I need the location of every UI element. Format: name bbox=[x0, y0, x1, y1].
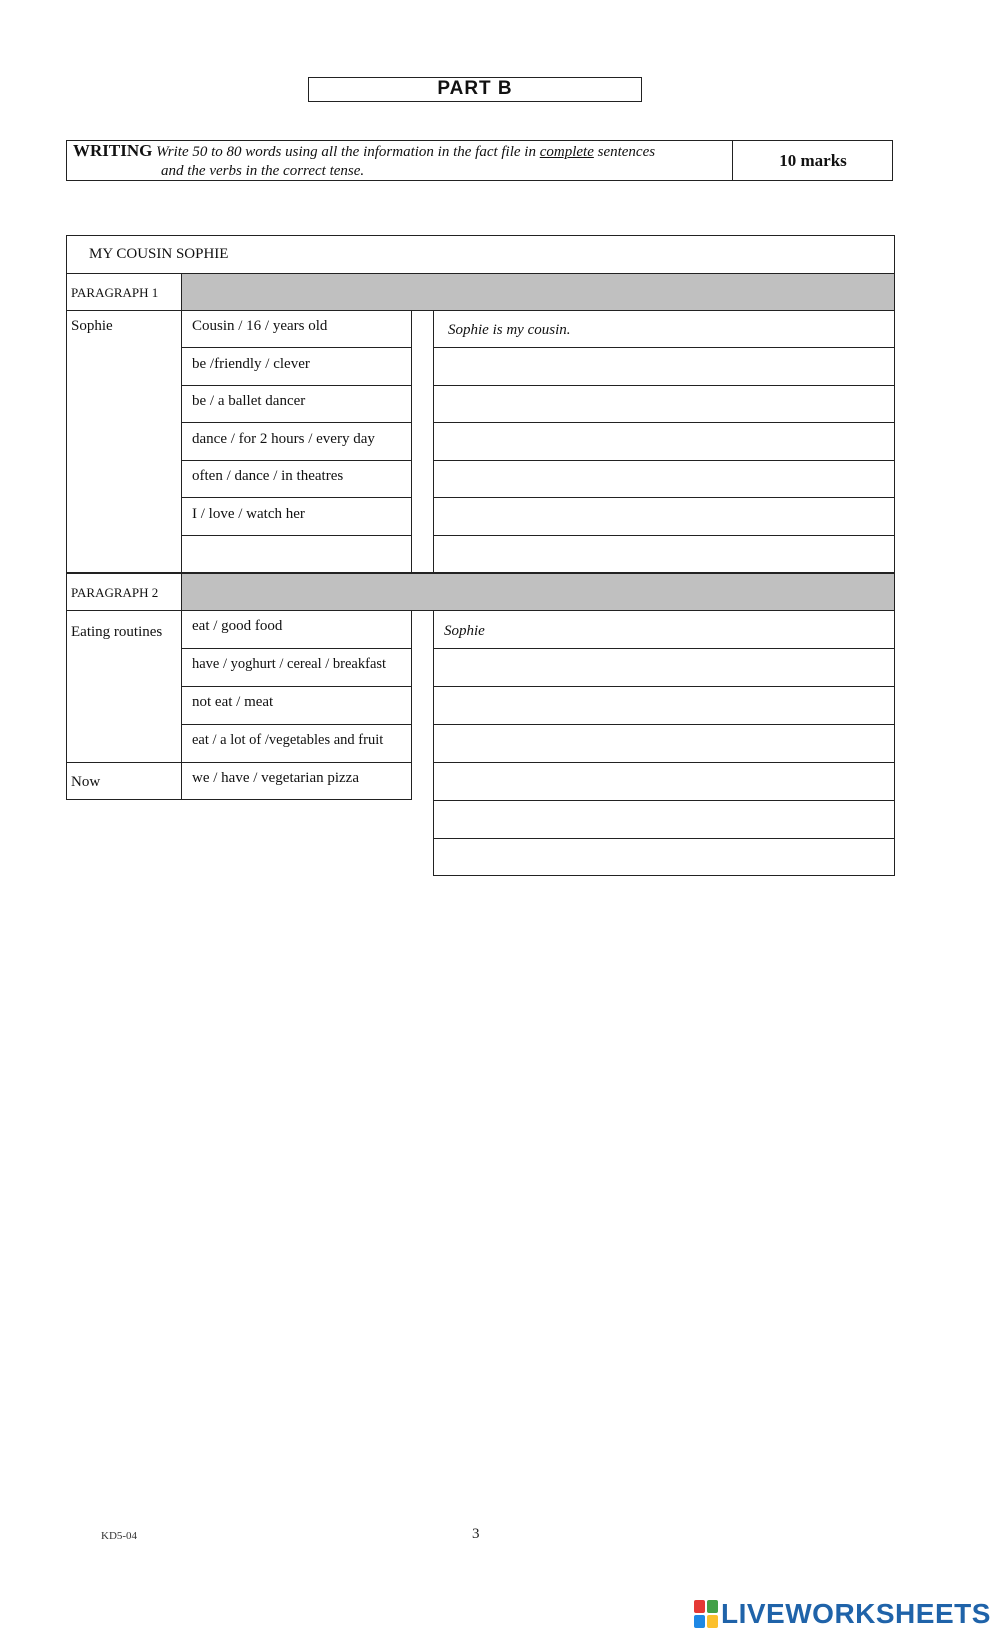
row-divider bbox=[181, 648, 412, 649]
row-divider bbox=[181, 385, 412, 386]
part-title: PART B bbox=[308, 77, 642, 102]
answer-column-1 bbox=[433, 310, 895, 573]
spacer-column bbox=[411, 310, 434, 573]
topic-sophie: Sophie bbox=[71, 318, 113, 334]
row-divider bbox=[181, 762, 412, 763]
row-divider bbox=[433, 648, 895, 649]
row-divider bbox=[181, 460, 412, 461]
prompt-item: eat / good food bbox=[192, 618, 283, 634]
row-divider bbox=[433, 422, 895, 423]
row-divider bbox=[433, 535, 895, 536]
prompt-item: be / a ballet dancer bbox=[192, 393, 306, 409]
row-divider bbox=[181, 535, 412, 536]
answer-column-2 bbox=[433, 610, 895, 876]
prompt-item: I / love / watch her bbox=[192, 506, 305, 522]
row-divider bbox=[433, 347, 895, 348]
instruction-part-1: Write 50 to 80 words using all the information in the fact file in bbox=[156, 144, 540, 160]
row-divider bbox=[433, 762, 895, 763]
row-divider bbox=[181, 422, 412, 423]
prompt-item: not eat / meat bbox=[192, 694, 274, 710]
row-divider bbox=[433, 724, 895, 725]
fact-file-title-cell bbox=[66, 235, 895, 274]
topic-eating-routines: Eating routines bbox=[71, 624, 163, 640]
row-divider bbox=[181, 497, 412, 498]
topic-cell-eating bbox=[66, 610, 182, 763]
answer-example-1: Sophie is my cousin. bbox=[448, 322, 571, 338]
page-number: 3 bbox=[472, 1526, 480, 1542]
logo-text: LIVEWORKSHEETS bbox=[721, 1598, 991, 1629]
topic-cell-now bbox=[66, 762, 182, 800]
instruction-line-2: and the verbs in the correct tense. bbox=[161, 163, 365, 179]
prompt-item: often / dance / in theatres bbox=[192, 468, 344, 484]
paragraph-2-label: PARAGRAPH 2 bbox=[71, 585, 159, 600]
row-divider bbox=[433, 497, 895, 498]
prompt-item: be /friendly / clever bbox=[192, 356, 310, 372]
prompt-item: have / yoghurt / cereal / breakfast bbox=[192, 656, 387, 672]
row-divider bbox=[181, 724, 412, 725]
topic-cell-sophie bbox=[66, 310, 182, 573]
row-divider bbox=[433, 385, 895, 386]
instruction-text bbox=[73, 141, 728, 180]
instruction-part-2: sentences bbox=[593, 144, 656, 160]
paragraph-2-label-cell bbox=[66, 573, 182, 611]
answer-example-2: Sophie bbox=[444, 623, 485, 639]
row-divider bbox=[181, 347, 412, 348]
paragraph-1-band bbox=[181, 273, 895, 311]
logo-icon bbox=[694, 1600, 718, 1628]
topic-now: Now bbox=[71, 774, 101, 790]
paragraph-1-label-cell bbox=[66, 273, 182, 311]
instruction-underlined: complete bbox=[539, 144, 594, 160]
row-divider bbox=[433, 838, 895, 839]
fact-file-title: MY COUSIN SOPHIE bbox=[89, 246, 229, 262]
prompt-item: we / have / vegetarian pizza bbox=[192, 770, 359, 786]
row-divider bbox=[433, 460, 895, 461]
row-divider bbox=[433, 800, 895, 801]
prompt-item: dance / for 2 hours / every day bbox=[192, 431, 375, 447]
paragraph-2-band bbox=[181, 573, 895, 611]
paragraph-1-label: PARAGRAPH 1 bbox=[71, 285, 159, 300]
writing-label: WRITING bbox=[73, 141, 153, 160]
instruction-box bbox=[66, 140, 893, 181]
row-divider bbox=[181, 686, 412, 687]
prompt-item: Cousin / 16 / years old bbox=[192, 318, 328, 334]
liveworksheets-logo bbox=[694, 1598, 991, 1630]
footer-code: KD5-04 bbox=[101, 1530, 138, 1542]
row-divider bbox=[433, 686, 895, 687]
prompt-item: eat / a lot of /vegetables and fruit bbox=[192, 732, 384, 748]
marks-label: 10 marks bbox=[779, 151, 847, 170]
